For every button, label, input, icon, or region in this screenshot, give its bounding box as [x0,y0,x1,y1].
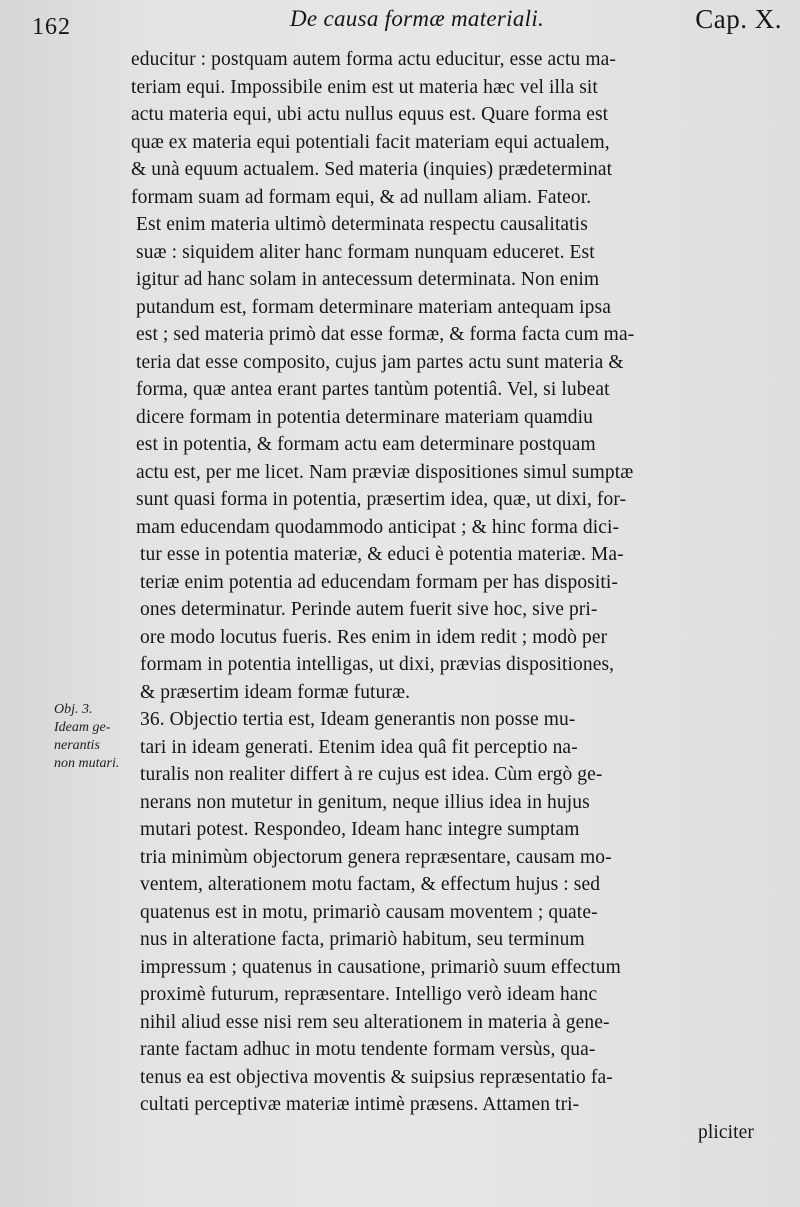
text-line: putandum est, formam determinare materiam antequam ipsa [136,296,611,318]
catchword: pliciter [697,1121,754,1143]
text-line: ore modo locutus fueris. Res enim in idem redit ; modò per [140,626,608,648]
text-line: proximè futurum, repræsentare. Intelligo verò ideam hanc [140,984,598,1005]
text-line: teriæ enim potentia ad educendam formam per has dispositi- [140,571,618,593]
marginal-line: Ideam ge- [54,720,111,735]
text-line: mam educendam quodammodo anticipat ; & hinc forma dici- [136,516,620,538]
page-number: 162 [32,14,71,40]
text-line: tur esse in potentia materiæ, & educi è potentia materiæ. Ma- [140,544,624,565]
text-line: nihil aliud esse nisi rem seu alterationem in materia à gene- [140,1011,610,1033]
text-line: sunt quasi forma in potentia, præsertim idea, quæ, ut dixi, for- [136,489,627,510]
text-line: turalis non realiter differt à re cujus est idea. Cùm ergò ge- [140,764,603,785]
main-text [128,46,760,1146]
running-head [28,4,782,38]
text-line: teria dat esse composito, cujus jam partes actu sunt materia & [136,351,624,373]
text-line: igitur ad hanc solam in antecessum determinata. Non enim [136,269,600,290]
text-line: impressum ; quatenus in causatione, primariò suum effectum [140,956,621,978]
text-line: ventem, alterationem motu factam, & effectum hujus : sed [140,874,601,895]
text-line: & unà equum actualem. Sed materia (inquies) prædeterminat [131,159,613,180]
text-line: est ; sed materia primò dat esse formæ, & forma facta cum ma- [136,324,635,345]
marginal-line: Obj. 3. [54,702,93,717]
text-line: suæ : siquidem aliter hanc formam nunquam educeret. Est [136,241,595,263]
text-line: Est enim materia ultimò determinata respectu causalitatis [136,214,588,235]
running-title: De causa formæ materiali. [290,6,545,31]
text-line: educitur : postquam autem forma actu educitur, esse actu ma- [131,49,616,70]
text-line: forma, quæ antea erant partes tantùm potentiâ. Vel, si lubeat [136,379,610,400]
text-line: tria minimùm objectorum genera repræsentare, causam mo- [140,846,612,868]
marginal-line: nerantis [54,738,100,753]
text-line: ones determinatur. Perinde autem fuerit sive hoc, sive pri- [140,599,598,620]
text-line: nus in alteratione facta, primariò habitum, seu terminum [140,929,585,950]
marginal-line: non mutari. [54,756,120,771]
paragraph-start-line: 36. Objectio tertia est, Ideam generantis non posse mu- [140,709,576,730]
text-line: formam in potentia intelligas, ut dixi, prævias dispositiones, [140,654,615,675]
text-line: actu est, per me licet. Nam præviæ dispositiones simul sumptæ [136,461,634,483]
show-through-shadow [28,400,112,448]
text-line: quæ ex materia equi potentiali facit materiam equi actualem, [131,131,610,153]
text-line: quatenus est in motu, primariò causam moventem ; quate- [140,901,598,923]
text-line: & præsertim ideam formæ futuræ. [140,681,411,703]
text-line: est in potentia, & formam actu eam determinare postquam [136,434,596,455]
text-line: nerans non mutetur in genitum, neque illius idea in hujus [140,791,590,813]
marginal-note [54,701,136,773]
text-line: teriam equi. Impossibile enim est ut materia hæc vel illa sit [131,76,598,98]
text-line: dicere formam in potentia determinare materiam quamdiu [136,406,593,428]
text-line: tari in ideam generati. Etenim idea quâ fit perceptio na- [140,736,578,758]
text-line: tenus ea est objectiva moventis & suipsius repræsentatio fa- [140,1066,613,1088]
chapter-label: Cap. X. [695,4,782,34]
text-line: cultati perceptivæ materiæ intimè præsens. Attamen tri- [140,1094,580,1115]
text-line: formam suam ad formam equi, & ad nullam aliam. Fateor. [131,186,592,208]
text-line: actu materia equi, ubi actu nullus equus est. Quare forma est [131,104,609,125]
text-line: rante factam adhuc in motu tendente formam versùs, qua- [140,1039,596,1060]
text-line: mutari potest. Respondeo, Ideam hanc integre sumptam [140,819,580,840]
